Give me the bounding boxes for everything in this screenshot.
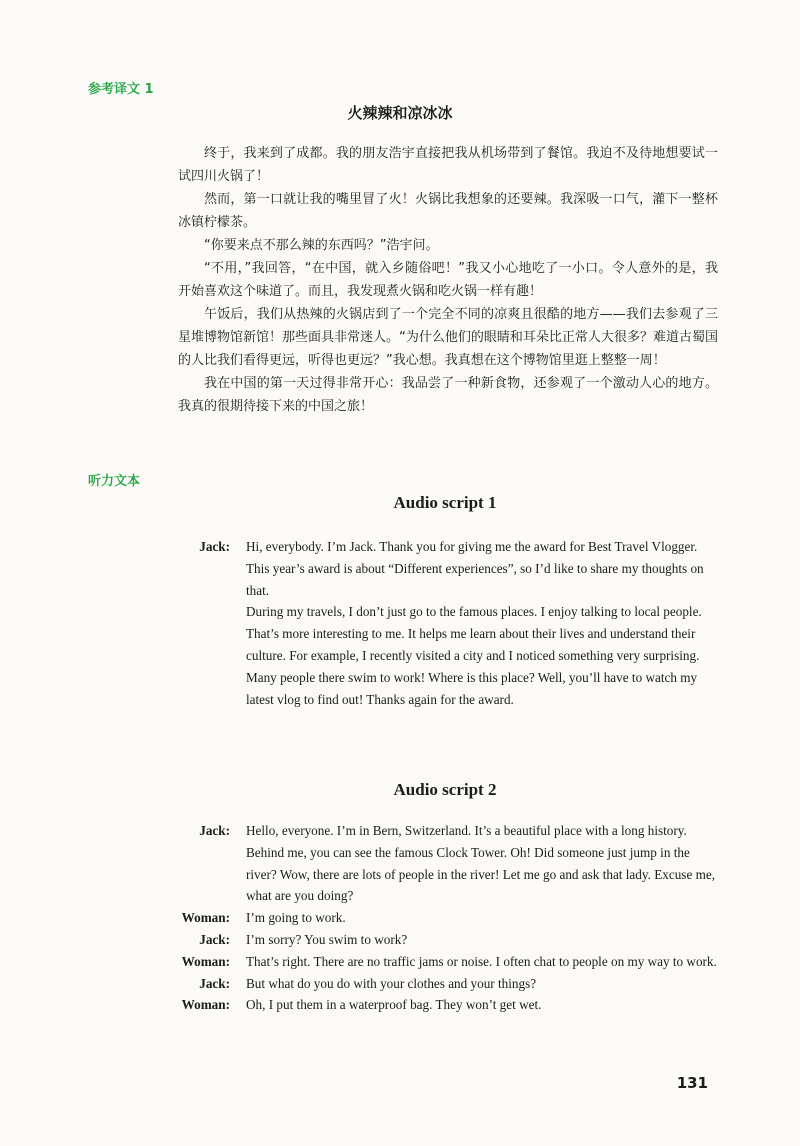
translation-paragraph: “你要来点不那么辣的东西吗？”浩宇问。 (204, 238, 439, 253)
page-number: 131 (676, 1074, 708, 1092)
speech-paragraph: Hi, everybody. I’m Jack. Thank you for giving me the award for Best Travel Vlogger. This year’s award is about “Different experiences”, so I’d like to share my thoughts on that. (246, 539, 704, 598)
translation-paragraph: 我在中国的第一天过得非常开心：我品尝了一种新食物，还参观了一个激动人心的地方。我真的很期待接下来的中国之旅！ (178, 376, 718, 414)
speaker-name: Jack: (199, 975, 230, 991)
speaker-name: Jack: (199, 931, 230, 947)
speaker-name: Woman: (181, 910, 230, 926)
speech-paragraph: During my travels, I don’t just go to the famous places. I enjoy talking to local people. That’s more interesting to me. It helps me learn about their lives and understand their culture. For example, I recently visited a city and I noticed something very surprising. Many people there swim to work! Where is this place? Well, you’ll have to watch my latest vlog to find out! Thanks again for the award. (246, 604, 702, 707)
speech-text: Oh, I put them in a waterproof bag. They won’t get wet. (246, 997, 542, 1013)
translation-paragraph: 终于，我来到了成都。我的朋友浩宇直接把我从机场带到了餐馆。我迫不及待地想要试一试四川火锅了！ (178, 146, 718, 184)
section-label-listening-text: 听力文本 (88, 474, 141, 489)
speech-text: But what do you do with your clothes and your things? (246, 975, 537, 991)
speaker-name: Woman: (181, 953, 230, 969)
dialog-line (178, 951, 723, 973)
dialog-line (178, 820, 723, 907)
speaker-name: Jack: (199, 539, 230, 554)
dialog-line (178, 929, 723, 951)
speech-text: Hello, everyone. I’m in Bern, Switzerland. It’s a beautiful place with a long history. Behind me, you can see the famous Clock Tower. Oh! Did someone just jump in the river? Wow, there are lots of people in the river! Let me go and ask that lady. Excuse me, what are you doing? (246, 823, 715, 904)
section-label-reference-translation: 参考译文 1 (88, 82, 154, 97)
translation-body (178, 142, 718, 418)
dialog-line (178, 536, 723, 710)
dialog-line (178, 973, 723, 995)
audio-script-1-dialog (178, 536, 723, 710)
speaker-name: Woman: (181, 997, 230, 1013)
translation-paragraph: 午饭后，我们从热辣的火锅店到了一个完全不同的凉爽且很酷的地方——我们去参观了三星堆博物馆新馆！那些面具非常迷人。“为什么他们的眼睛和耳朵比正常人大很多？难道古蜀国的人比我们看得更远，听得也更远？”我心想。我真想在这个博物馆里逛上整整一周！ (178, 307, 718, 368)
speech-text: I’m sorry? You swim to work? (246, 931, 408, 947)
speech-text (246, 536, 723, 710)
audio-script-2-dialog (178, 820, 723, 1016)
translation-paragraph: “不用，”我回答，“在中国，就入乡随俗吧！”我又小心地吃了一小口。令人意外的是，我开始喜欢这个味道了。而且，我发现煮火锅和吃火锅一样有趣！ (178, 261, 718, 299)
speech-text: That’s right. There are no traffic jams or noise. I often chat to people on my way to work. (246, 953, 717, 969)
speech-text: I’m going to work. (246, 910, 346, 926)
audio-script-2-title: Audio script 2 (393, 780, 497, 799)
audio-script-1-title: Audio script 1 (393, 493, 497, 512)
speaker-name: Jack: (199, 823, 230, 838)
dialog-line (178, 994, 723, 1016)
translation-title: 火辣辣和凉冰冰 (347, 104, 453, 122)
translation-paragraph: 然而，第一口就让我的嘴里冒了火！火锅比我想象的还要辣。我深吸一口气，灌下一整杯冰镇柠檬茶。 (178, 192, 718, 230)
dialog-line (178, 907, 723, 929)
